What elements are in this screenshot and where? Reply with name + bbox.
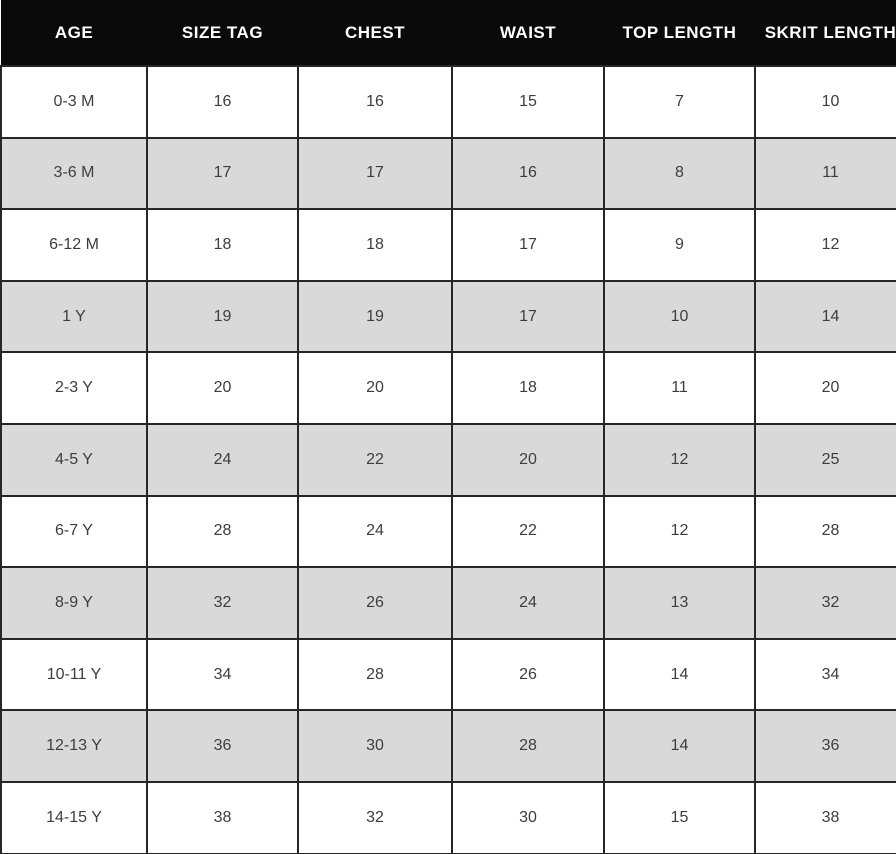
age-cell: 2-3 Y — [1, 352, 147, 424]
table-row — [1, 66, 896, 138]
column-header-age: AGE — [1, 0, 147, 66]
header-row — [1, 0, 896, 66]
value-cell: 26 — [298, 567, 452, 639]
table-row — [1, 281, 896, 353]
value-cell: 14 — [604, 639, 755, 711]
value-cell: 20 — [452, 424, 604, 496]
table-row — [1, 710, 896, 782]
value-cell: 17 — [452, 209, 604, 281]
value-cell: 12 — [755, 209, 896, 281]
value-cell: 16 — [298, 66, 452, 138]
value-cell: 12 — [604, 424, 755, 496]
table-row — [1, 639, 896, 711]
value-cell: 9 — [604, 209, 755, 281]
value-cell: 32 — [755, 567, 896, 639]
value-cell: 30 — [452, 782, 604, 854]
value-cell: 28 — [755, 496, 896, 568]
value-cell: 8 — [604, 138, 755, 210]
value-cell: 18 — [147, 209, 298, 281]
value-cell: 12 — [604, 496, 755, 568]
value-cell: 15 — [604, 782, 755, 854]
age-cell: 10-11 Y — [1, 639, 147, 711]
value-cell: 20 — [298, 352, 452, 424]
age-cell: 6-7 Y — [1, 496, 147, 568]
value-cell: 28 — [298, 639, 452, 711]
value-cell: 24 — [298, 496, 452, 568]
value-cell: 22 — [452, 496, 604, 568]
value-cell: 26 — [452, 639, 604, 711]
age-cell: 8-9 Y — [1, 567, 147, 639]
column-header-waist: WAIST — [452, 0, 604, 66]
value-cell: 20 — [755, 352, 896, 424]
value-cell: 22 — [298, 424, 452, 496]
value-cell: 18 — [298, 209, 452, 281]
column-header-size-tag: SIZE TAG — [147, 0, 298, 66]
table-row — [1, 424, 896, 496]
value-cell: 16 — [452, 138, 604, 210]
table-row — [1, 209, 896, 281]
age-cell: 1 Y — [1, 281, 147, 353]
value-cell: 17 — [452, 281, 604, 353]
value-cell: 19 — [298, 281, 452, 353]
value-cell: 19 — [147, 281, 298, 353]
age-cell: 3-6 M — [1, 138, 147, 210]
value-cell: 32 — [298, 782, 452, 854]
age-cell: 14-15 Y — [1, 782, 147, 854]
value-cell: 30 — [298, 710, 452, 782]
value-cell: 24 — [147, 424, 298, 496]
age-cell: 6-12 M — [1, 209, 147, 281]
table-row — [1, 138, 896, 210]
value-cell: 10 — [604, 281, 755, 353]
value-cell: 14 — [755, 281, 896, 353]
value-cell: 38 — [755, 782, 896, 854]
table-body — [1, 66, 896, 854]
value-cell: 28 — [452, 710, 604, 782]
value-cell: 34 — [755, 639, 896, 711]
value-cell: 34 — [147, 639, 298, 711]
table-row — [1, 782, 896, 854]
column-header-top-length: TOP LENGTH — [604, 0, 755, 66]
value-cell: 11 — [755, 138, 896, 210]
value-cell: 36 — [755, 710, 896, 782]
value-cell: 20 — [147, 352, 298, 424]
age-cell: 0-3 M — [1, 66, 147, 138]
value-cell: 7 — [604, 66, 755, 138]
value-cell: 10 — [755, 66, 896, 138]
column-header-skrit-length: SKRIT LENGTH — [755, 0, 896, 66]
value-cell: 15 — [452, 66, 604, 138]
value-cell: 17 — [298, 138, 452, 210]
value-cell: 17 — [147, 138, 298, 210]
value-cell: 13 — [604, 567, 755, 639]
value-cell: 18 — [452, 352, 604, 424]
column-header-chest: CHEST — [298, 0, 452, 66]
value-cell: 28 — [147, 496, 298, 568]
age-cell: 12-13 Y — [1, 710, 147, 782]
value-cell: 36 — [147, 710, 298, 782]
value-cell: 14 — [604, 710, 755, 782]
value-cell: 25 — [755, 424, 896, 496]
value-cell: 32 — [147, 567, 298, 639]
value-cell: 38 — [147, 782, 298, 854]
value-cell: 24 — [452, 567, 604, 639]
table-row — [1, 496, 896, 568]
table-row — [1, 567, 896, 639]
value-cell: 16 — [147, 66, 298, 138]
value-cell: 11 — [604, 352, 755, 424]
table-row — [1, 352, 896, 424]
age-cell: 4-5 Y — [1, 424, 147, 496]
